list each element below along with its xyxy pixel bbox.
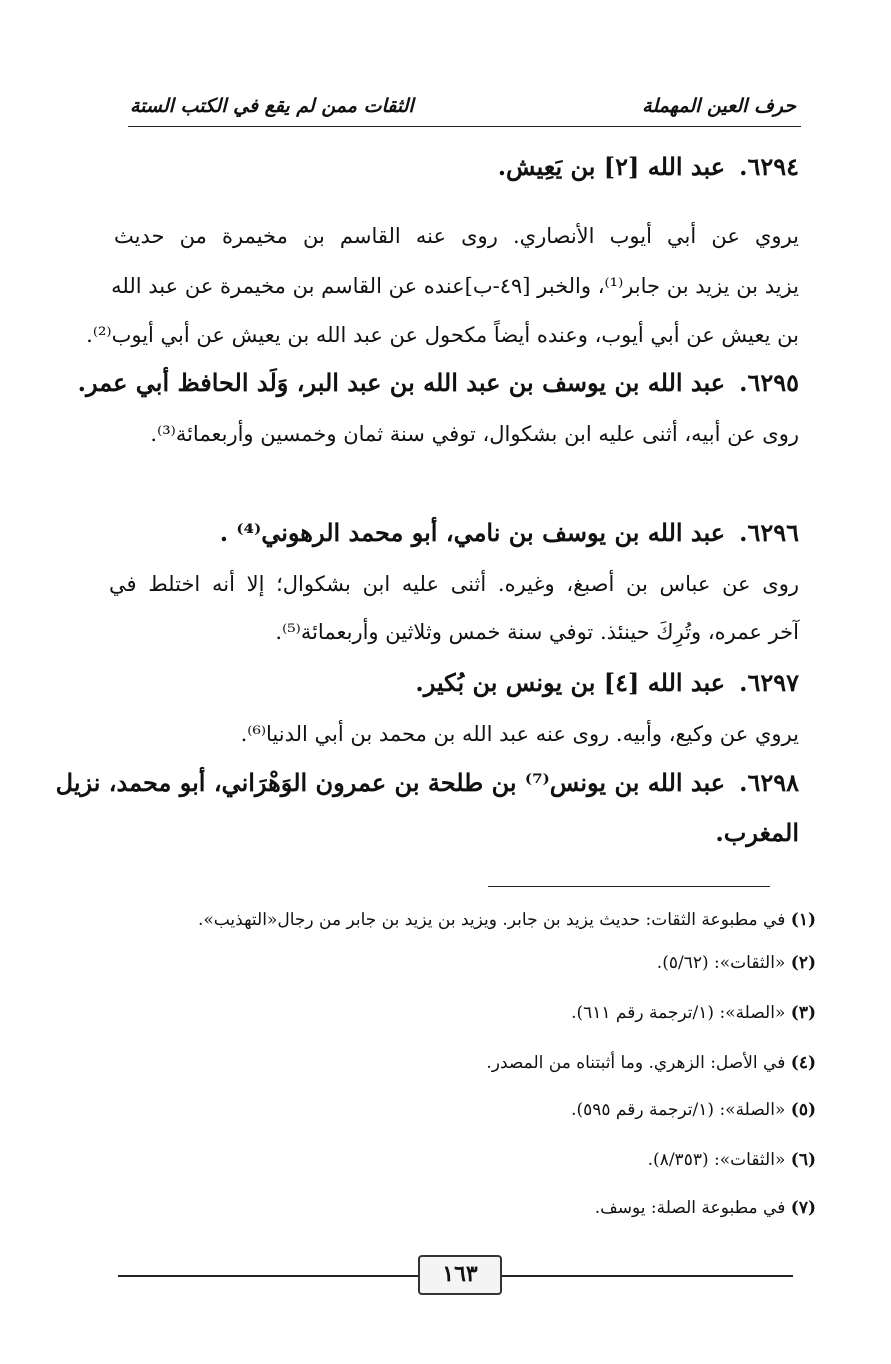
entry-number: ٦٢٩٦. xyxy=(739,518,799,547)
footnote-text: «الثقات»: (٥/٦٢). xyxy=(656,953,786,973)
entry-name: عبد الله [٤] بن يونس بن بُكير. xyxy=(415,668,726,697)
entry-text-line: بن يعيش عن أبي أيوب، وعنده أيضاً مكحول عن عبد الله بن يعيش عن أبي أيوب⁽²⁾. xyxy=(86,323,799,347)
footnote-text: في الأصل: الزهري. وما أثبتناه من المصدر. xyxy=(486,1053,786,1073)
footnote-text: في مطبوعة الثقات: حديث يزيد بن جابر. ويزيد بن يزيد بن جابر من رجال«التهذيب». xyxy=(197,910,786,930)
footer-rule-left xyxy=(118,1275,418,1277)
footnote xyxy=(595,1198,816,1218)
entry-text-line: روى عن أبيه، أثنى عليه ابن بشكوال، توفي سنة ثمان وخمسين وأربعمائة⁽³⁾. xyxy=(150,422,799,446)
footnote-text: «الصلة»: (١/ترجمة رقم ٦١١). xyxy=(571,1003,786,1023)
entry-number: ٦٢٩٤. xyxy=(739,152,799,181)
footnote-number: (٤) xyxy=(790,1053,816,1073)
entry-text-line: روى عن عباس بن أصبغ، وغيره. أثنى عليه ابن بشكوال؛ إلا أنه اختلط في xyxy=(109,572,799,596)
entry-heading xyxy=(498,152,799,181)
entry-text-line: يروي عن أبي أيوب الأنصاري. روى عنه القاسم بن مخيمرة من حديث xyxy=(114,224,799,248)
footnote-number: (٥) xyxy=(790,1100,816,1120)
footnote-number: (٢) xyxy=(790,953,816,973)
running-header xyxy=(130,95,796,117)
page-number: ١٦٣ xyxy=(418,1255,502,1295)
entry-text-line: يزيد بن يزيد بن جابر⁽¹⁾، والخبر [٤٩-ب]عنده عن القاسم بن مخيمرة عن عبد الله xyxy=(111,274,799,298)
entry-name: عبد الله بن يونس⁽⁷⁾ بن طلحة بن عمرون الوَهْرَاني، أبو محمد، نزيل xyxy=(55,768,726,797)
footnote-number: (٣) xyxy=(790,1003,816,1023)
entry-text-line: يروي عن وكيع، وأبيه. روى عنه عبد الله بن محمد بن أبي الدنيا⁽⁶⁾. xyxy=(240,722,799,746)
footnote-text: «الثقات»: (٨/٣٥٣). xyxy=(647,1150,786,1170)
entry-heading xyxy=(78,368,799,397)
footnote xyxy=(571,1100,816,1120)
entry-heading xyxy=(55,768,799,797)
footnote-number: (٧) xyxy=(790,1198,816,1218)
entry-name: عبد الله [٢] بن يَعِيش. xyxy=(497,152,726,181)
footnote-number: (١) xyxy=(790,910,816,930)
entry-number: ٦٢٩٨. xyxy=(739,768,799,797)
header-book-title: الثقات ممن لم يقع في الكتب الستة xyxy=(130,95,414,117)
footnote xyxy=(648,1150,816,1170)
footer-rule-right xyxy=(498,1275,793,1277)
entry-heading-continued: المغرب. xyxy=(715,818,799,847)
header-rule xyxy=(128,126,801,127)
entry-name: عبد الله بن يوسف بن عبد الله بن عبد البر، وَلَد الحافظ أبي عمر. xyxy=(77,368,726,397)
entry-number: ٦٢٩٧. xyxy=(739,668,799,697)
entry-text-line: آخر عمره، وتُرِكَ حينئذ. توفي سنة خمس وثلاثين وأربعمائة⁽⁵⁾. xyxy=(275,620,799,644)
footnote xyxy=(571,1003,816,1023)
footnote xyxy=(198,910,816,930)
footnote-number: (٦) xyxy=(790,1150,816,1170)
entry-name: عبد الله بن يوسف بن نامي، أبو محمد الرهوني⁽⁴⁾ . xyxy=(219,518,726,547)
footnote xyxy=(486,1053,816,1073)
entry-heading xyxy=(415,668,799,697)
footnote xyxy=(657,953,816,973)
footnote-text: في مطبوعة الصلة: يوسف. xyxy=(594,1198,786,1218)
entry-heading xyxy=(220,518,799,547)
footnote-text: «الصلة»: (١/ترجمة رقم ٥٩٥). xyxy=(571,1100,786,1120)
footnote-separator xyxy=(488,886,770,887)
header-chapter: حرف العين المهملة xyxy=(642,95,796,117)
entry-number: ٦٢٩٥. xyxy=(739,368,799,397)
